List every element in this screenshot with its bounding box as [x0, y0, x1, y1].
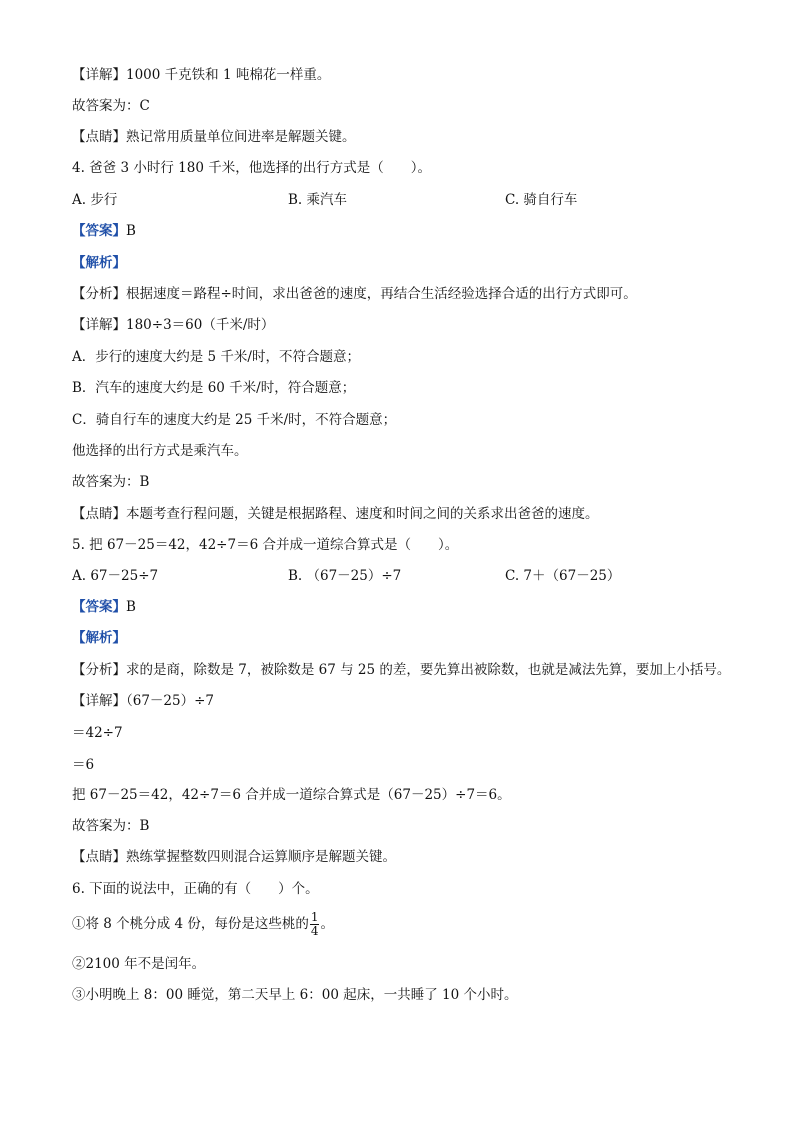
q5-tip	[72, 848, 396, 866]
line-text: 熟记常用质量单位间进率是解题关键。	[126, 129, 356, 145]
question-text: 4. 爸爸 3 小时行 180 千米，他选择的出行方式是（ ）。	[72, 160, 431, 176]
q4-explain-a: A．步行的速度大约是 5 千米/时，不符合题意；	[72, 349, 360, 365]
line-text: 180÷3＝60（千米/时）	[126, 317, 275, 333]
q5-summary: 把 67－25＝42，42÷7＝6 合并成一道综合算式是（67－25）÷7＝6。	[72, 787, 511, 803]
q5-final-answer: 故答案为：B	[72, 818, 150, 834]
line-text: 根据速度＝路程÷时间，求出爸爸的速度，再结合生活经验选择合适的出行方式即可。	[126, 286, 637, 302]
fraction-numerator: 1	[310, 910, 319, 924]
q5-option-c: C. 7＋（67－25）	[505, 568, 621, 584]
q4-final-answer: 故答案为：B	[72, 474, 150, 490]
q4-analysis-heading	[72, 254, 126, 272]
answer-value: B	[126, 223, 136, 239]
q4-explain-b: B．汽车的速度大约是 60 千米/时，符合题意；	[72, 380, 356, 396]
line-text: 熟练掌握整数四则混合运算顺序是解题关键。	[126, 849, 396, 865]
answer-value: B	[126, 599, 136, 615]
q5-option-a: A. 67－25÷7	[72, 568, 159, 584]
q5-answer	[72, 598, 136, 616]
q6-statement-2: ②2100 年不是闰年。	[72, 956, 206, 972]
tag-tip: 【点睛】	[72, 506, 126, 522]
tag-analysis: 【解析】	[72, 630, 126, 646]
q4-option-b: B. 乘汽车	[288, 192, 348, 208]
line-text: 求的是商，除数是 7，被除数是 67 与 25 的差，要先算出被除数，也就是减法先算，要加上小括号。	[126, 662, 731, 678]
statement-text: ①将 8 个桃分成 4 份，每份是这些桃的	[72, 916, 309, 932]
question-4	[72, 159, 431, 177]
q4-option-a: A. 步行	[72, 192, 118, 208]
q5-analysis-heading	[72, 629, 126, 647]
q4-answer	[72, 222, 136, 240]
line-text: 1000 千克铁和 1 吨棉花一样重。	[126, 67, 331, 83]
question-6	[72, 880, 319, 898]
fraction-denominator: 4	[310, 924, 319, 938]
line-text: 本题考查行程问题，关键是根据路程、速度和时间之间的关系求出爸爸的速度。	[126, 506, 599, 522]
question-text: 5. 把 67－25＝42，42÷7＝6 合并成一道综合算式是（ ）。	[72, 537, 459, 553]
tag-tip: 【点睛】	[72, 129, 126, 145]
fraction	[310, 911, 320, 938]
line-text: 故答案为：C	[72, 98, 150, 114]
tag-fenxi: 【分析】	[72, 286, 126, 302]
q6-statement-3: ③小明晚上 8：00 睡觉，第二天早上 6：00 起床，一共睡了 10 个小时。	[72, 987, 518, 1003]
question-5	[72, 536, 458, 554]
q5-option-b: B. （67－25）÷7	[288, 568, 402, 584]
q4-summary: 他选择的出行方式是乘汽车。	[72, 443, 248, 459]
tag-answer: 【答案】	[72, 599, 126, 615]
tag-answer: 【答案】	[72, 223, 126, 239]
q6-statement-1	[72, 907, 334, 941]
line-detail-1	[72, 66, 330, 84]
tag-fenxi: 【分析】	[72, 662, 126, 678]
q5-step-2: ＝6	[72, 757, 95, 773]
q4-option-c: C. 骑自行车	[505, 192, 578, 208]
tag-analysis: 【解析】	[72, 255, 126, 271]
tag-detail: 【详解】	[72, 67, 126, 83]
question-text: 6. 下面的说法中，正确的有（ ）个。	[72, 881, 319, 897]
q4-explain-c: C．骑自行车的速度大约是 25 千米/时，不符合题意；	[72, 412, 397, 428]
line-text: （67－25）÷7	[126, 693, 215, 709]
line-tip-1	[72, 128, 356, 146]
q4-detail	[72, 316, 274, 334]
line-answer-summary-1	[72, 97, 150, 115]
q4-tip	[72, 505, 599, 523]
q4-fenxi	[72, 285, 637, 303]
q5-fenxi	[72, 661, 730, 679]
tag-tip: 【点睛】	[72, 849, 126, 865]
q5-step-1: ＝42÷7	[72, 725, 123, 741]
q5-detail	[72, 692, 214, 710]
statement-end: 。	[320, 916, 334, 932]
tag-detail: 【详解】	[72, 317, 126, 333]
tag-detail: 【详解】	[72, 693, 126, 709]
